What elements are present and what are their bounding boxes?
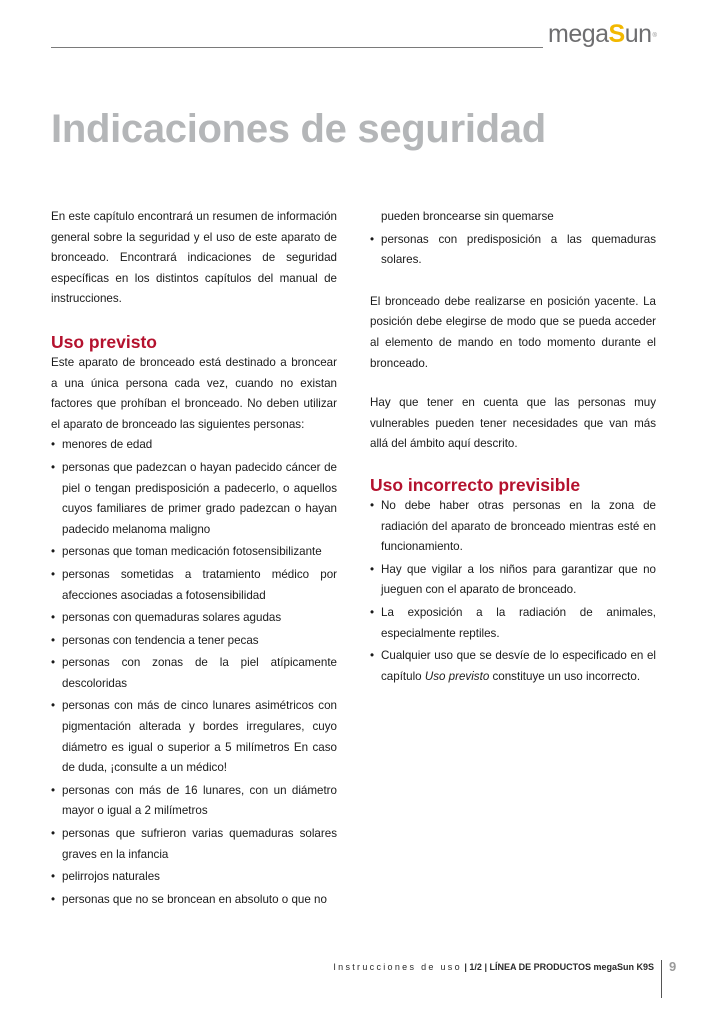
footer-running-title: Instrucciones de uso | 1/2 | LÍNEA DE PRODUCTOS megaSun K9S <box>333 962 654 972</box>
header-rule <box>51 47 543 48</box>
misuse-list <box>370 496 656 687</box>
bullet-icon: • <box>370 232 375 246</box>
bullet-icon: • <box>51 783 56 797</box>
right-column <box>370 207 656 689</box>
bullet-icon: • <box>51 611 56 625</box>
list-item: • personas que toman medicación fotosensibilizante <box>51 542 337 563</box>
list-item: • personas sometidas a tratamiento médico por afecciones asociadas a fotosensibilidad <box>51 565 337 606</box>
bullet-icon: • <box>51 656 56 670</box>
page-title: Indicaciones de seguridad <box>51 107 546 151</box>
list-item: • Cualquier uso que se desvíe de lo especificado en el capítulo Uso previsto constituye un uso incorrecto. <box>370 646 656 687</box>
section-heading-uso-incorrecto: Uso incorrecto previsible <box>370 474 581 495</box>
logo-prefix: mega <box>548 20 609 48</box>
footer-product-line: LÍNEA DE PRODUCTOS megaSun K9S <box>489 962 654 972</box>
bullet-icon: • <box>51 870 56 884</box>
list-item: • personas que no se broncean en absoluto o que no <box>51 890 337 911</box>
registered-mark: ® <box>652 33 657 39</box>
bullet-icon: • <box>51 699 56 713</box>
list-item: • No debe haber otras personas en la zona de radiación del aparato de bronceado mientras esté en funcionamiento. <box>370 496 656 558</box>
footer-divider <box>661 960 662 998</box>
chapter-reference: Uso previsto <box>424 669 490 683</box>
brand-logo <box>548 19 656 49</box>
intro-paragraph: En este capítulo encontrará un resumen de información general sobre la seguridad y el uso de este aparato de bronceado. Encontrará indicaciones de seguridad específicas en los distintos capítulos del manual de instrucciones. <box>51 210 337 306</box>
list-item: • Hay que vigilar a los niños para garantizar que no jueguen con el aparato de bronceado. <box>370 560 656 601</box>
contraindications-list <box>51 435 337 910</box>
contraindications-list-continued <box>370 230 656 271</box>
list-item: • personas con más de cinco lunares asimétricos con pigmentación alterada y bordes irregulares, cuyo diámetro es igual o superior a 5 milímetros En caso de duda, ¡consulte a un médico! <box>51 696 337 778</box>
list-item: • personas con más de 16 lunares, con un diámetro mayor o igual a 2 milímetros <box>51 781 337 822</box>
bullet-icon: • <box>51 567 56 581</box>
logo-suffix: un <box>624 20 652 48</box>
list-item: • personas con tendencia a tener pecas <box>51 631 337 652</box>
list-item: • personas con quemaduras solares agudas <box>51 608 337 629</box>
footer-part: 1/2 <box>469 962 482 972</box>
left-column <box>51 207 337 912</box>
list-item: • menores de edad <box>51 435 337 456</box>
list-item: • La exposición a la radiación de animales, especialmente reptiles. <box>370 603 656 644</box>
bullet-icon: • <box>51 892 56 906</box>
bullet-icon: • <box>370 498 375 512</box>
bullet-icon: • <box>51 438 56 452</box>
list-item: • personas con zonas de la piel atípicamente descoloridas <box>51 653 337 694</box>
bullet-icon: • <box>370 562 375 576</box>
uso-previsto-text: Este aparato de bronceado está destinado a broncear a una única persona cada vez, cuando no existan factores que prohíban el bronceado. No deben utilizar el aparato de bronceado las siguientes personas: <box>51 355 337 431</box>
list-item: • pelirrojos naturales <box>51 867 337 888</box>
bullet-icon: • <box>370 605 375 619</box>
bullet-icon: • <box>51 633 56 647</box>
page-number: 9 <box>669 959 677 974</box>
list-item: • personas que padezcan o hayan padecido cáncer de piel o tengan predisposición a padecerlo, o aquellos cuyos familiares de primer grado padezcan o hayan padecido melanoma maligno <box>51 458 337 540</box>
bullet-icon: • <box>51 827 56 841</box>
list-item: • personas con predisposición a las quemaduras solares. <box>370 230 656 271</box>
list-item-continuation: pueden broncearse sin quemarse <box>381 210 554 223</box>
bullet-icon: • <box>370 649 375 663</box>
section-heading-uso-previsto: Uso previsto <box>51 331 157 352</box>
vulnerable-paragraph: Hay que tener en cuenta que las personas muy vulnerables pueden tener necesidades que van más allá del ámbito aquí descrito. <box>370 396 656 451</box>
list-item: • personas que sufrieron varias quemaduras solares graves en la infancia <box>51 824 337 865</box>
position-paragraph: El bronceado debe realizarse en posición yacente. La posición debe elegirse de modo que se pueda acceder al elemento de mando en todo momento durante el bronceado. <box>370 294 656 370</box>
logo-sun-s: S <box>608 20 625 48</box>
bullet-icon: • <box>51 545 56 559</box>
footer-doc-label: Instrucciones de uso <box>333 962 462 972</box>
bullet-icon: • <box>51 460 56 474</box>
